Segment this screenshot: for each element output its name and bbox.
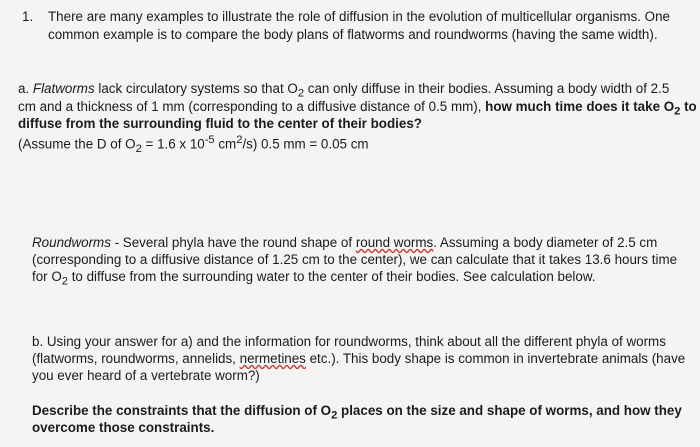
roundworms-text: - Several phyla have the round shape of bbox=[110, 235, 356, 250]
subscript: 2 bbox=[297, 87, 305, 100]
superscript: 2 bbox=[236, 134, 243, 146]
part-a-line-4 bbox=[18, 132, 369, 159]
part-b-line-3: you ever heard of a vertebrate worm?) bbox=[32, 368, 260, 383]
assumption-text: cm bbox=[214, 136, 237, 152]
part-b-line-5: overcome those constraints. bbox=[32, 420, 215, 435]
subscript: 2 bbox=[674, 105, 681, 118]
assumption-text: /s) 0.5 mm = 0.05 cm bbox=[242, 136, 369, 152]
part-b-text: (flatworms, roundworms, annelids, bbox=[32, 351, 240, 366]
part-a-question: how much time does it take O bbox=[485, 99, 675, 114]
flatworms-term: Flatworms bbox=[32, 81, 95, 96]
subscript: 2 bbox=[331, 409, 338, 422]
part-a-line-3: diffuse from the surrounding fluid to the center of their bodies? bbox=[18, 116, 422, 131]
roundworms-line-1 bbox=[32, 234, 657, 252]
part-b-question: places on the size and shape of worms, and how they bbox=[337, 403, 682, 418]
roundworms-term: Roundworms bbox=[32, 235, 111, 250]
roundworms-line-3 bbox=[32, 268, 596, 291]
part-a-question: to bbox=[680, 99, 697, 114]
underlined-term: round worms bbox=[355, 235, 434, 250]
question-1-line-1: There are many examples to illustrate the role of diffusion in the evolution of multicellular organisms. One bbox=[48, 9, 670, 24]
part-b-line-1: b. Using your answer for a) and the information for roundworms, think about all the different phyla of worms bbox=[32, 334, 666, 349]
part-a-text: lack circulatory systems so that O bbox=[94, 81, 298, 96]
part-a-text: can only diffuse in their bodies. Assuming a body width of 2.5 bbox=[304, 81, 670, 96]
question-1-line-2: common example is to compare the body plans of flatworms and roundworms (having the same width). bbox=[48, 27, 658, 42]
part-b-text: etc.). This body shape is common in invertebrate animals (have bbox=[305, 351, 686, 366]
roundworms-text: for O bbox=[32, 269, 62, 284]
subscript: 2 bbox=[61, 275, 68, 288]
subscript: 2 bbox=[135, 143, 142, 156]
part-b-question: Describe the constraints that the diffusion of O bbox=[32, 403, 332, 418]
superscript: -5 bbox=[204, 134, 215, 146]
part-a-text: cm and a thickness of 1 mm (corresponding to a diffusive distance of 0.5 mm), bbox=[18, 99, 486, 114]
part-a-label: a. bbox=[18, 81, 30, 96]
assumption-text: (Assume the D of O bbox=[18, 136, 136, 152]
question-number: 1. bbox=[22, 9, 34, 24]
roundworms-line-2: (corresponding to a diffusive distance of 1.25 cm to the center), we can calculate that it takes 13.6 hours time bbox=[32, 252, 678, 267]
assumption-text: = 1.6 x 10 bbox=[141, 136, 205, 152]
underlined-term: nermetines bbox=[239, 351, 306, 366]
roundworms-text: to diffuse from the surrounding water to the center of their bodies. See calculation below. bbox=[67, 269, 596, 284]
roundworms-text: . Assuming a body diameter of 2.5 cm bbox=[433, 235, 658, 250]
part-b-line-2 bbox=[32, 350, 685, 368]
